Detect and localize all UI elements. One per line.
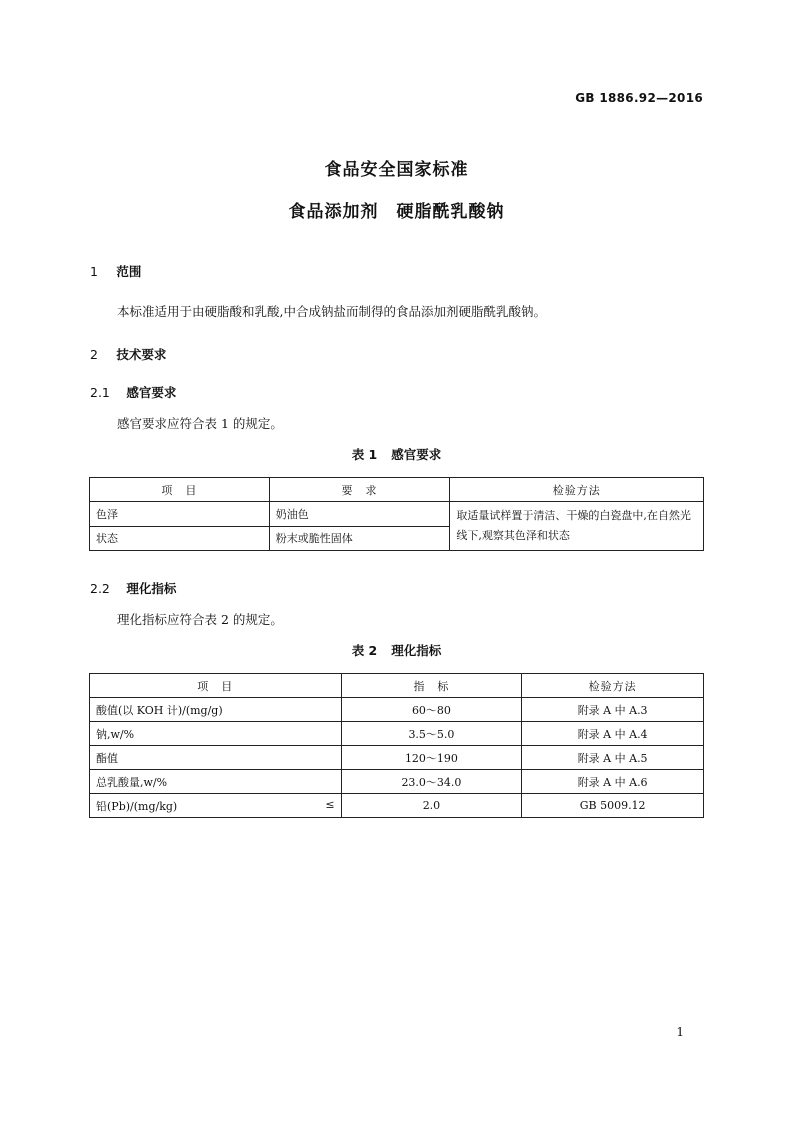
table-row [90, 502, 704, 527]
table-2-header-item: 项 目 [90, 674, 342, 698]
section-2-number: 2 [90, 347, 98, 362]
table-2-cell-value: 23.0～34.0 [341, 770, 522, 794]
table-2-header-row [90, 674, 704, 698]
table-1-caption-label: 表 1 [351, 447, 378, 462]
table-2-caption [0, 641, 793, 659]
table-2-cell-item [90, 698, 342, 722]
section-1-number: 1 [90, 264, 98, 279]
section-2-1-text: 感官要求应符合表 1 的规定。 [117, 416, 283, 431]
table-1-header-item: 项 目 [90, 478, 270, 502]
table-2-caption-label: 表 2 [351, 643, 378, 658]
section-2-1-title: 感官要求 [126, 385, 177, 400]
table-2-cell-method: 附录 A 中 A.5 [522, 746, 704, 770]
table-row [90, 698, 704, 722]
table-2-qualifier: ≤ [325, 797, 335, 811]
table-2-item-text: 总乳酸量,w/% [96, 775, 168, 789]
table-row [90, 770, 704, 794]
table-2-header-value: 指 标 [341, 674, 522, 698]
table-1-caption [0, 445, 793, 463]
table-2-cell-method: 附录 A 中 A.4 [522, 722, 704, 746]
table-2-header-method: 检验方法 [522, 674, 704, 698]
table-2-caption-title: 理化指标 [391, 643, 442, 658]
table-1-header-row [90, 478, 704, 502]
table-1-header-requirement: 要 求 [269, 478, 450, 502]
section-2-2-text: 理化指标应符合表 2 的规定。 [117, 612, 283, 627]
table-1-cell-requirement: 奶油色 [269, 502, 450, 527]
title-line-1: 食品安全国家标准 [324, 160, 469, 180]
table-2-cell-method: 附录 A 中 A.3 [522, 698, 704, 722]
table-1-cell-item: 状态 [90, 526, 270, 551]
section-2-1-number: 2.1 [90, 385, 110, 400]
page-number: 1 [676, 1025, 684, 1039]
table-2-item-text: 铅(Pb)/(mg/kg) [96, 799, 178, 813]
table-2-cell-item [90, 770, 342, 794]
section-1-text: 本标准适用于由硬脂酸和乳酸,中合成钠盐而制得的食品添加剂硬脂酰乳酸钠。 [117, 304, 546, 319]
table-row [90, 722, 704, 746]
table-row [90, 794, 704, 818]
table-1-cell-method: 取适量试样置于清洁、干燥的白瓷盘中,在自然光线下,观察其色泽和状态 [450, 502, 704, 551]
table-1-cell-item: 色泽 [90, 502, 270, 527]
table-row [90, 746, 704, 770]
title-line-2: 食品添加剂 硬脂酰乳酸钠 [288, 202, 505, 222]
table-2-cell-value: 60～80 [341, 698, 522, 722]
table-2-cell-value: 120～190 [341, 746, 522, 770]
table-2-item-text: 酯值 [96, 751, 118, 765]
table-1-caption-title: 感官要求 [391, 447, 442, 462]
table-2-cell-item [90, 794, 342, 818]
table-2 [89, 673, 704, 818]
section-2-title: 技术要求 [116, 347, 167, 362]
table-2-item-text: 钠,w/% [96, 727, 135, 741]
table-2-cell-item [90, 722, 342, 746]
section-2-heading [90, 345, 166, 363]
section-2-2-heading [90, 579, 176, 597]
section-2-2-title: 理化指标 [126, 581, 177, 596]
table-2-cell-method: GB 5009.12 [522, 794, 704, 818]
table-2-cell-value: 3.5～5.0 [341, 722, 522, 746]
section-2-1-heading [90, 383, 176, 401]
table-1 [89, 477, 704, 551]
table-2-item-text: 酸值(以 KOH 计)/(mg/g) [96, 703, 223, 717]
section-1-heading [90, 262, 141, 280]
section-1-title: 范围 [116, 264, 142, 279]
table-2-cell-method: 附录 A 中 A.6 [522, 770, 704, 794]
section-2-2-number: 2.2 [90, 581, 110, 596]
table-1-header-method: 检验方法 [450, 478, 704, 502]
table-1-cell-requirement: 粉末或脆性固体 [269, 526, 450, 551]
standard-code: GB 1886.92—2016 [575, 91, 703, 105]
table-2-cell-value: 2.0 [341, 794, 522, 818]
table-2-cell-item [90, 746, 342, 770]
